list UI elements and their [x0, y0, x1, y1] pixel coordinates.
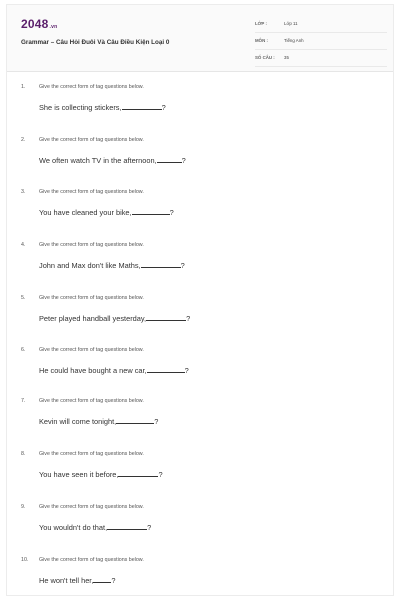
question-number: 8.	[21, 451, 26, 457]
logo-suffix: .vn	[49, 24, 58, 30]
question-end: ?	[186, 314, 191, 323]
answer-blank[interactable]	[146, 314, 186, 321]
question-text	[39, 417, 158, 426]
question-end: ?	[180, 261, 185, 270]
question-end: ?	[111, 576, 116, 585]
question-sentence: John and Max don't like Maths,	[39, 261, 141, 270]
question-end: ?	[181, 156, 186, 165]
question-sentence: You have seen it before,	[39, 470, 119, 479]
worksheet-page	[6, 4, 394, 596]
answer-blank[interactable]	[147, 366, 185, 373]
meta-row-count	[255, 53, 387, 67]
question-prompt: Give the correct form of tag questions below.	[39, 398, 144, 404]
meta-value-count: 35	[284, 55, 289, 60]
question-sentence: Peter played handball yesterday,	[39, 314, 147, 323]
question-prompt: Give the correct form of tag questions below.	[39, 189, 144, 195]
answer-blank[interactable]	[122, 103, 162, 110]
question-sentence: He won't tell her,	[39, 576, 94, 585]
worksheet-header	[7, 5, 393, 72]
meta-label-count: SỐ CÂU :	[255, 55, 275, 60]
answer-blank[interactable]	[116, 417, 154, 424]
meta-row-class	[255, 19, 387, 33]
question-prompt: Give the correct form of tag questions below.	[39, 137, 144, 143]
question-sentence: We often watch TV in the afternoon,	[39, 156, 157, 165]
question-prompt: Give the correct form of tag questions below.	[39, 451, 144, 457]
worksheet-title: Grammar – Câu Hỏi Đuôi Và Câu Điều Kiện Loại 0	[21, 39, 170, 46]
question-sentence: You have cleaned your bike,	[39, 208, 132, 217]
answer-blank[interactable]	[141, 261, 181, 268]
meta-value-subject: Tiếng Anh	[284, 38, 304, 43]
question-number: 3.	[21, 189, 26, 195]
question-number: 9.	[21, 504, 26, 510]
question-end: ?	[154, 417, 159, 426]
question-text	[39, 470, 163, 479]
question-text	[39, 156, 186, 165]
question-prompt: Give the correct form of tag questions below.	[39, 557, 144, 563]
question-number: 6.	[21, 347, 26, 353]
answer-blank[interactable]	[107, 523, 147, 530]
question-prompt: Give the correct form of tag questions below.	[39, 242, 144, 248]
question-end: ?	[169, 208, 174, 217]
question-sentence: Kevin will come tonight,	[39, 417, 117, 426]
meta-value-class: Lớp 11	[284, 21, 298, 26]
site-logo[interactable]	[21, 17, 57, 31]
answer-blank[interactable]	[132, 208, 170, 215]
question-sentence: He could have bought a new car,	[39, 366, 147, 375]
question-end: ?	[147, 523, 152, 532]
answer-blank[interactable]	[118, 470, 158, 477]
logo-text: 2048	[21, 17, 49, 31]
answer-blank[interactable]	[157, 156, 182, 163]
question-prompt: Give the correct form of tag questions below.	[39, 504, 144, 510]
meta-label-subject: MÔN :	[255, 38, 268, 43]
question-number: 7.	[21, 398, 26, 404]
question-prompt: Give the correct form of tag questions below.	[39, 295, 144, 301]
question-number: 4.	[21, 242, 26, 248]
question-number: 1.	[21, 84, 26, 90]
question-text	[39, 366, 189, 375]
question-text	[39, 208, 174, 217]
question-end: ?	[184, 366, 189, 375]
question-text	[39, 523, 151, 532]
question-sentence: You wouldn't do that,	[39, 523, 108, 532]
question-number: 5.	[21, 295, 26, 301]
question-end: ?	[161, 103, 166, 112]
question-sentence: She is collecting stickers,	[39, 103, 122, 112]
meta-row-subject	[255, 36, 387, 50]
question-text	[39, 103, 166, 112]
question-number: 2.	[21, 137, 26, 143]
question-text	[39, 261, 185, 270]
worksheet-meta	[255, 19, 387, 70]
question-number: 10.	[21, 557, 29, 563]
question-end: ?	[158, 470, 163, 479]
question-text	[39, 576, 116, 585]
question-prompt: Give the correct form of tag questions below.	[39, 84, 144, 90]
question-prompt: Give the correct form of tag questions below.	[39, 347, 144, 353]
question-text	[39, 314, 190, 323]
meta-label-class: LỚP :	[255, 21, 267, 26]
answer-blank[interactable]	[93, 576, 111, 583]
